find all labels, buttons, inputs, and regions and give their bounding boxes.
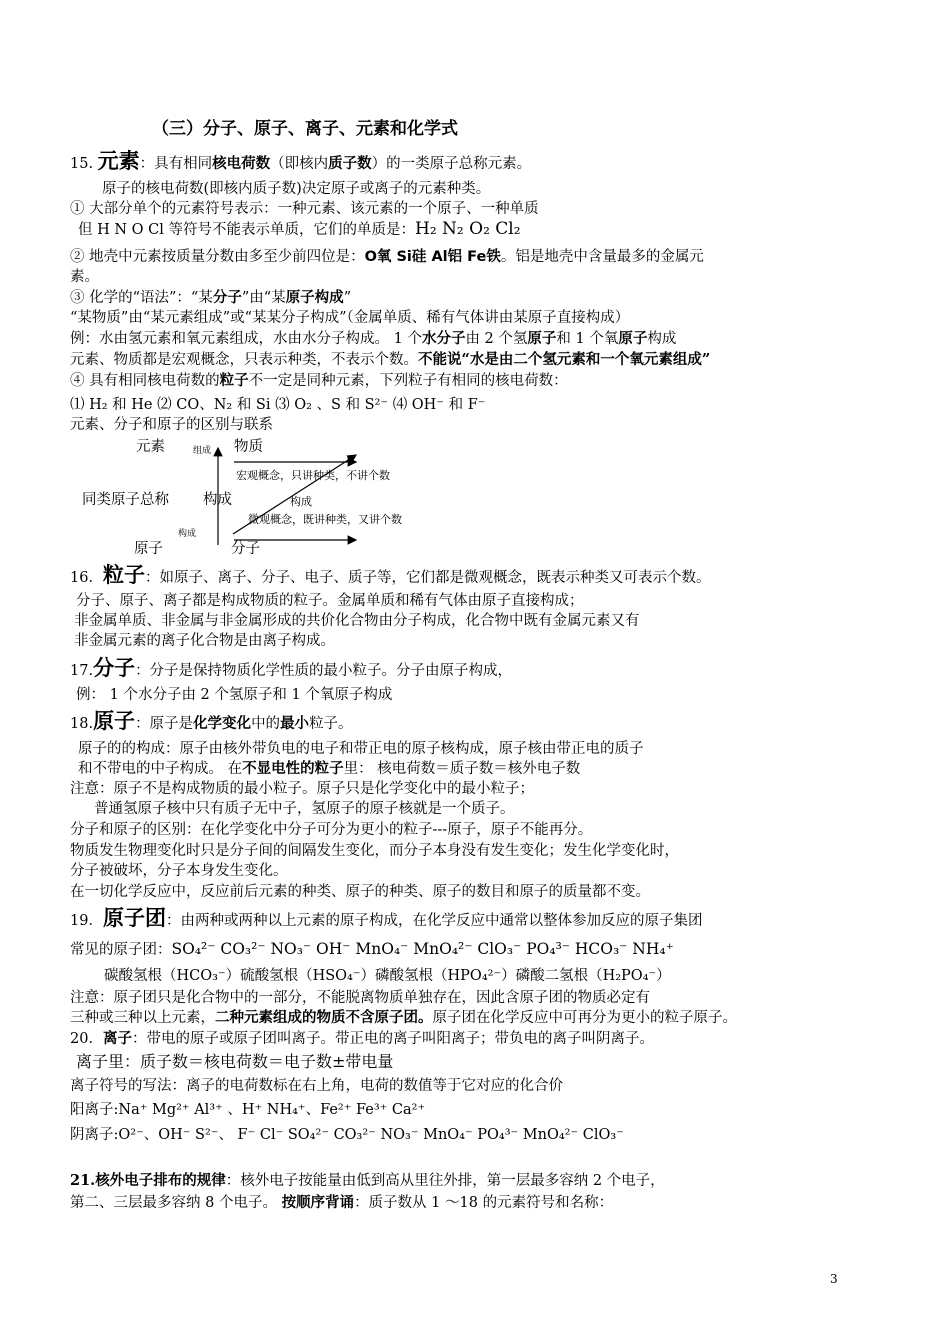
diagram-compose-label: 组成	[193, 446, 212, 456]
section-17-heading: 分子	[93, 655, 136, 680]
section-19-line-5	[70, 1009, 737, 1027]
diagram-constitute-mid: 构成	[290, 495, 312, 508]
section-19-line-1	[70, 905, 703, 930]
text: ：带电的原子或原子团叫离子。带正电的离子叫阳离子；带负电的离子叫阴离子。	[131, 1031, 654, 1047]
text-bold: 21.核外电子排布的规律	[70, 1172, 226, 1189]
text: 由 2 个氢	[465, 331, 528, 347]
diagram-substance: 物质	[234, 439, 263, 455]
section-15-number: 15.	[70, 156, 94, 172]
page-title: （三）分子、原子、离子、元素和化学式	[152, 119, 458, 139]
text-bold: 不能说“水是由二个氢元素和一个氧元素组成”	[418, 351, 711, 368]
text: ④ 具有相同核电荷数的	[70, 373, 220, 389]
section-20-heading: 离子	[102, 1030, 132, 1047]
section-16-heading: 粒子	[102, 562, 145, 587]
section-20-line-4	[70, 1101, 425, 1119]
section-16-line-1	[70, 562, 711, 587]
section-15-line-3: ① 大部分单个的元素符号表示：一种元素、该元素的一个原子、一种单质	[70, 201, 539, 217]
text: 里： 核电荷数＝质子数＝核外电子数	[343, 761, 581, 777]
section-20-line-2: 离子里：质子数＝核电荷数＝电子数±带电量	[76, 1052, 394, 1071]
formula: Na⁺ Mg²⁺ Al³⁺ 、H⁺ NH₄⁺、Fe²⁺ Fe³⁺ Ca²⁺	[118, 1102, 426, 1118]
text: ：核外电子按能量由低到高从里往外排，第一层最多容纳 2 个电子，	[225, 1173, 665, 1189]
section-16-number: 16．	[70, 570, 103, 586]
text: 第二、三层最多容纳 8 个电子。	[70, 1195, 282, 1211]
section-18-line-3	[78, 760, 580, 778]
section-18-line-4: 注意：原子不是构成物质的最小粒子。原子只是化学变化中的最小粒子；	[70, 781, 534, 797]
formula: O²⁻、OH⁻ S²⁻、 F⁻ Cl⁻ SO₄²⁻ CO₃²⁻ NO₃⁻ MnO₄⁻ PO₄³⁻ MnO₄²⁻ ClO₃⁻	[118, 1127, 624, 1143]
section-18-line-9: 在一切化学反应中，反应前后元素的种类、原子的种类、原子的数目和原子的质量都不变。	[70, 884, 650, 900]
diagram-micro-note: 微观概念，既讲种类，又讲个数	[248, 513, 402, 526]
text: 和 1 个氧	[556, 331, 619, 347]
text-bold: 质子数	[328, 155, 372, 172]
text: 阳离子:	[70, 1102, 119, 1118]
text: ）的一类原子总称元素。	[371, 156, 532, 172]
section-18-heading: 原子	[93, 708, 136, 733]
text: 构成	[647, 331, 677, 347]
section-15-line-2: 原子的核电荷数(即核内质子数)决定原子或离子的元素种类。	[102, 181, 491, 197]
text: ：分子是保持物质化学性质的最小粒子。分子由原子构成，	[135, 663, 513, 679]
section-16-line-3: 非金属单质、非金属与非金属形成的共价化合物由分子构成，化合物中既有金属元素又有	[74, 613, 640, 629]
text: 原子团在化学反应中可再分为更小的粒子原子。	[432, 1010, 737, 1026]
section-21-line-1	[70, 1172, 665, 1190]
section-17-number: 17.	[70, 663, 94, 679]
formula: H₂ N₂ O₂ Cl₂	[415, 219, 521, 239]
section-20-line-5	[70, 1126, 624, 1144]
section-19-heading: 原子团	[102, 905, 166, 930]
text: ② 地壳中元素按质量分数由多至少前四位是：	[70, 249, 365, 265]
text-bold: 化学变化	[193, 715, 252, 732]
section-20-line-1	[70, 1030, 654, 1048]
text: ：如原子、离子、分子、电子、质子等，它们都是微观概念，既表示种类又可表示个数。	[144, 570, 711, 586]
diagram-molecule: 分子	[231, 541, 260, 557]
text-bold: 水分子	[421, 330, 466, 347]
text: ：原子是	[135, 716, 194, 732]
section-20-number: 20．	[70, 1031, 103, 1047]
text-bold: 按顺序背诵	[281, 1194, 355, 1211]
text-bold: 二种元素组成的物质不含原子团。	[215, 1009, 433, 1026]
text: ：质子数从 1 ～18 的元素符号和名称：	[354, 1195, 614, 1211]
text-bold: O氧 Si硅 Al铝 Fe铁	[364, 249, 501, 265]
diagram-same-atoms: 同类原子总称	[82, 492, 169, 508]
diagram-element: 元素	[136, 439, 165, 455]
section-19-line-2	[70, 940, 674, 959]
formula: SO₄²⁻ CO₃²⁻ NO₃⁻ OH⁻ MnO₄⁻ MnO₄²⁻ ClO₃⁻ PO₄³⁻ HCO₃⁻ NH₄⁺	[171, 940, 674, 958]
diagram-constitute-small: 构成	[178, 529, 197, 539]
section-15-line-13: 元素、分子和原子的区别与联系	[70, 417, 273, 433]
section-17-line-1	[70, 655, 513, 680]
text-bold: 分子	[212, 289, 242, 306]
section-15-heading: 元素	[97, 148, 140, 173]
section-17-line-2: 例： 1 个水分子由 2 个氢原子和 1 个氧原子构成	[76, 687, 393, 703]
text: ③ 化学的“语法”：“某	[70, 290, 213, 306]
text: （即核内	[270, 156, 329, 172]
section-15-line-6: 素。	[70, 269, 99, 285]
diagram-constitute: 构成	[203, 492, 232, 508]
section-15-line-8: “某物质”由“某元素组成”或“某某分子构成”（金属单质、稀有气体讲由某原子直接构成）	[70, 310, 630, 326]
text: 常见的原子团：	[70, 942, 172, 958]
text: 三种或三种以上元素，	[70, 1010, 215, 1026]
diagram-atom: 原子	[134, 541, 163, 557]
text-bold: 核电荷数	[212, 155, 271, 172]
section-18-line-1	[70, 708, 353, 733]
text: 阴离子:	[70, 1127, 119, 1143]
section-15-line-12: ⑴ H₂ 和 He ⑵ CO、N₂ 和 Si ⑶ O₂ 、S 和 S²⁻ ⑷ OH⁻ 和 F⁻	[70, 397, 486, 413]
text-bold: 不显电性的粒子	[242, 760, 344, 777]
section-16-line-2: 分子、原子、离子都是构成物质的粒子。金属单质和稀有气体由原子直接构成；	[76, 593, 584, 609]
text-bold: 原子	[527, 330, 557, 347]
text: ”	[343, 290, 352, 306]
section-18-line-6: 分子和原子的区别：在化学变化中分子可分为更小的粒子---原子，原子不能再分。	[70, 822, 593, 838]
text: 不一定是同种元素，下列粒子有相同的核电荷数：	[248, 373, 568, 389]
section-21-line-2	[70, 1194, 613, 1212]
section-20-line-3: 离子符号的写法：离子的电荷数标在右上角，电荷的数值等于它对应的化合价	[70, 1078, 563, 1094]
text: 例：水由氢元素和氧元素组成，水由水分子构成。 1 个	[70, 331, 422, 347]
section-18-line-2: 原子的的构成：原子由核外带负电的电子和带正电的原子核构成，原子核由带正电的质子	[78, 741, 644, 757]
section-19-number: 19．	[70, 913, 103, 929]
section-19-line-4: 注意：原子团只是化合物中的一部分，不能脱离物质单独存在，因此含原子团的物质必定有	[70, 990, 650, 1006]
text-bold: 原子	[618, 330, 648, 347]
section-18-line-7: 物质发生物理变化时只是分子间的间隔发生变化，而分子本身没有发生变化；发生化学变化时，	[70, 843, 679, 859]
section-18-line-5: 普通氢原子核中只有质子无中子，氢原子的原子核就是一个质子。	[94, 801, 515, 817]
section-18-number: 18.	[70, 716, 94, 732]
page-number: 3	[830, 1272, 838, 1286]
section-16-line-4: 非金属元素的离子化合物是由离子构成。	[74, 633, 335, 649]
text-bold: 粒子	[219, 372, 249, 389]
text: 和不带电的中子构成。 在	[78, 761, 243, 777]
text: ”由“某	[241, 290, 286, 306]
text: 中的	[251, 716, 281, 732]
text: 粒子。	[309, 716, 353, 732]
text: ：具有相同	[139, 156, 213, 172]
section-19-line-3: 碳酸氢根（HCO₃⁻）硫酸氢根（HSO₄⁻）磷酸氢根（HPO₄²⁻）磷酸二氢根（H₂PO₄⁻）	[104, 968, 671, 984]
text: ：由两种或两种以上元素的原子构成，在化学反应中通常以整体参加反应的原子集团	[165, 913, 703, 929]
text-bold: 最小	[280, 715, 310, 732]
diagram-macro-note: 宏观概念，只讲种类，不讲个数	[236, 469, 390, 482]
text: 元素、物质都是宏观概念，只表示种类，不表示个数。	[70, 352, 418, 368]
text: 但 H N O Cl 等符号不能表示单质，它们的单质是：	[78, 222, 415, 238]
section-18-line-8: 分子被破坏，分子本身发生变化。	[70, 863, 288, 879]
text-bold: 原子构成	[285, 289, 344, 306]
text: 。铝是地壳中含量最多的金属元	[500, 249, 704, 265]
